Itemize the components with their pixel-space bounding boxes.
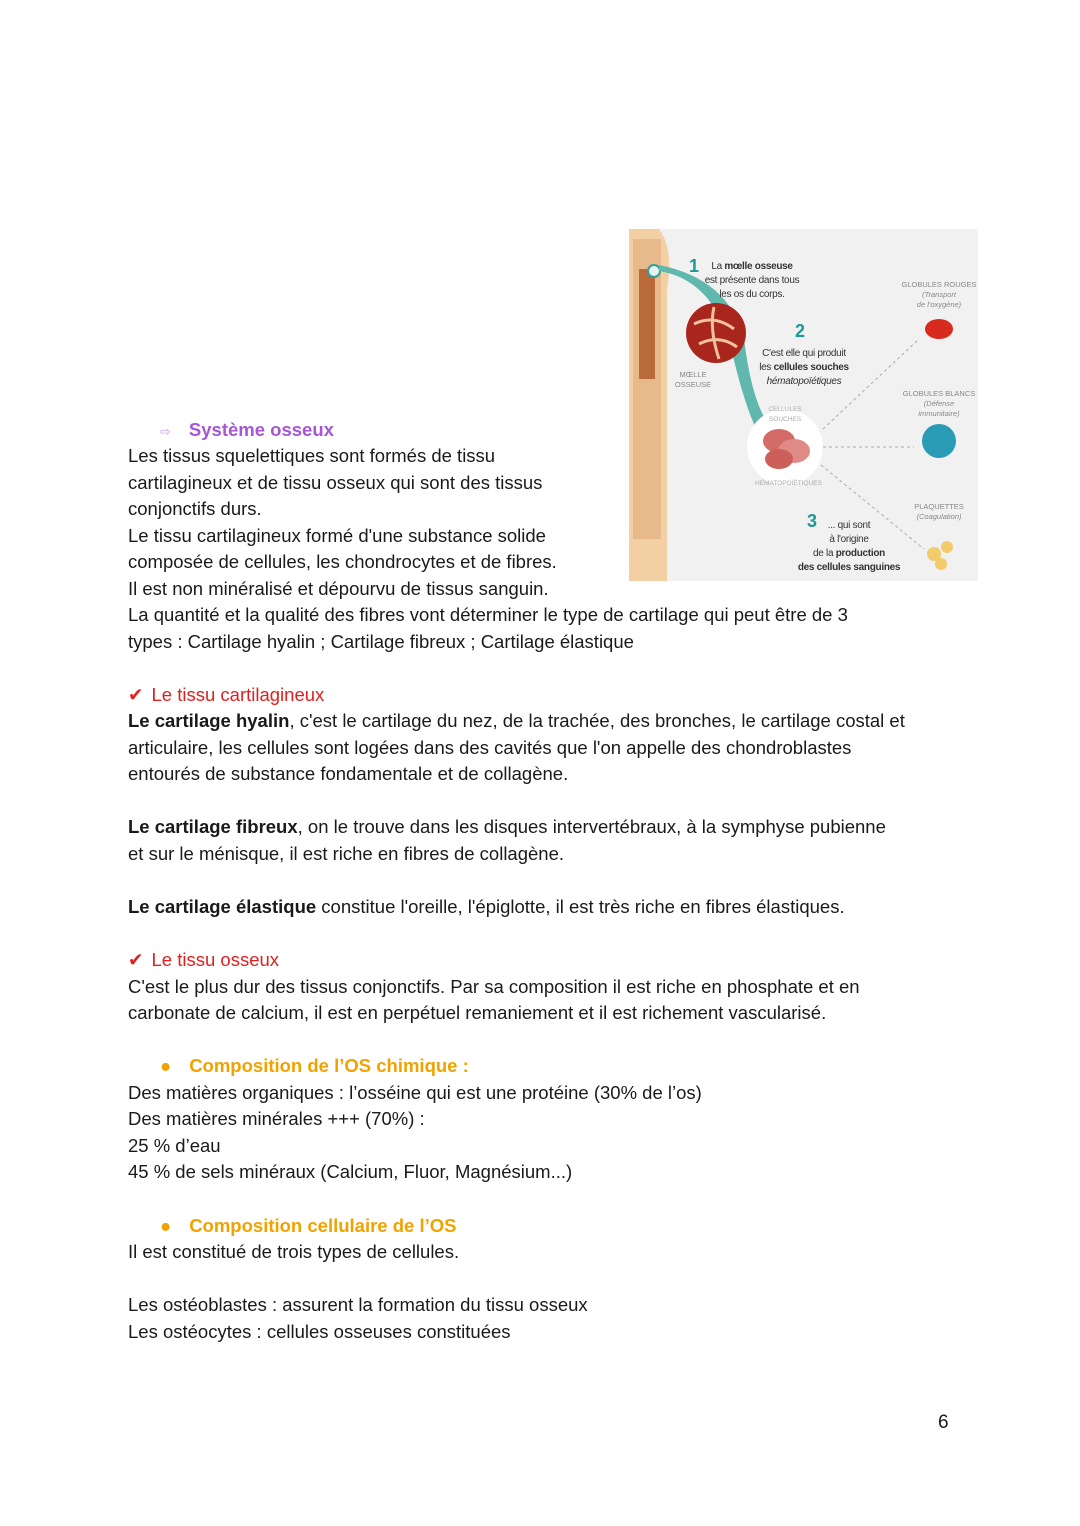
page-number: 6	[938, 1412, 949, 1433]
text-line: Les ostéocytes : cellules osseuses constituées	[128, 1321, 511, 1342]
step-3-number: 3	[807, 511, 818, 531]
cartilage-heading: ✔ Le tissu cartilagineux	[128, 684, 325, 705]
step-3-text: ... qui sont à l'origine de la production des cellules sanguines	[797, 520, 901, 573]
text-line: Le tissu cartilagineux formé d'une substance solide	[128, 525, 546, 546]
text-line: Des matières minérales +++ (70%) :	[128, 1108, 425, 1129]
cellulaire-heading: ● Composition cellulaire de l’OS	[160, 1215, 457, 1236]
moelle-label: MŒLLE OSSEUSE	[674, 370, 712, 389]
text-line: carbonate de calcium, il est en perpétuel remaniement et il est richement vascularisé.	[128, 1002, 827, 1023]
text-line: Des matières organiques : l’osséine qui est une protéine (30% de l’os)	[128, 1082, 702, 1103]
bullet-icon: ●	[160, 1215, 172, 1236]
text-line: types : Cartilage hyalin ; Cartilage fibreux ; Cartilage élastique	[128, 631, 634, 652]
text-line: Le cartilage hyalin, c'est le cartilage du nez, de la trachée, des bronches, le cartilage costal et	[128, 710, 905, 731]
osseux-heading: ✔ Le tissu osseux	[128, 949, 280, 970]
text-line: Le cartilage élastique constitue l'oreille, l'épiglotte, il est très riche en fibres élastiques.	[128, 896, 845, 917]
text-line: entourés de substance fondamentale et de collagène.	[128, 763, 569, 784]
text-line: cartilagineux et de tissu osseux qui sont des tissus	[128, 472, 543, 493]
text-line: articulaire, les cellules sont logées dans des cavités que l'on appelle des chondroblastes	[128, 737, 852, 758]
text-line: Les tissus squelettiques sont formés de tissu	[128, 445, 496, 466]
text-line: C'est le plus dur des tissus conjonctifs. Par sa composition il est riche en phosphate et en	[128, 976, 860, 997]
step-1-number: 1	[689, 256, 700, 276]
stem-cell-label-bottom: HÉMATOPOÏÉTIQUES	[755, 480, 822, 487]
text-line: composée de cellules, les chondrocytes et de fibres.	[128, 551, 557, 572]
text-line: conjonctifs durs.	[128, 498, 262, 519]
step-2-text: C'est elle qui produit les cellules souches hématopoïétiques	[759, 348, 849, 387]
checkmark-icon: ✔	[128, 949, 144, 970]
text-line: 45 % de sels minéraux (Calcium, Fluor, Magnésium...)	[128, 1161, 573, 1182]
text-line: et sur le ménisque, il est riche en fibres de collagène.	[128, 843, 565, 864]
bone-marrow-figure	[629, 229, 978, 581]
red-cells-label: GLOBULES ROUGES (Transport de l'oxygène)	[901, 280, 977, 309]
stem-cell-label-top: CELLULES SOUCHES	[768, 406, 802, 423]
chimique-heading: ● Composition de l’OS chimique :	[160, 1055, 469, 1076]
arrow-right-outline-icon: ⇨	[160, 424, 171, 439]
bullet-icon: ●	[160, 1055, 172, 1076]
checkmark-icon: ✔	[128, 684, 144, 705]
section-heading	[160, 418, 334, 444]
step-1-text: La mœlle osseuse est présente dans tous les os du corps.	[704, 261, 800, 300]
text-line: Il est constitué de trois types de cellules.	[128, 1241, 460, 1262]
platelets-label: PLAQUETTES (Coagulation)	[914, 502, 964, 521]
text-line: Le cartilage fibreux, on le trouve dans les disques intervertébraux, à la symphyse pubienne	[128, 816, 886, 837]
text-line: 25 % d’eau	[128, 1135, 221, 1156]
text-line: La quantité et la qualité des fibres vont déterminer le type de cartilage qui peut être de 3	[128, 604, 848, 625]
text-line: Il est non minéralisé et dépourvu de tissus sanguin.	[128, 578, 549, 599]
text-line: Les ostéoblastes : assurent la formation du tissu osseux	[128, 1294, 588, 1315]
step-2-number: 2	[795, 321, 806, 341]
heading-title: Système osseux	[188, 419, 334, 440]
white-cells-label: GLOBULES BLANCS (Défense immunitaire)	[902, 389, 976, 418]
